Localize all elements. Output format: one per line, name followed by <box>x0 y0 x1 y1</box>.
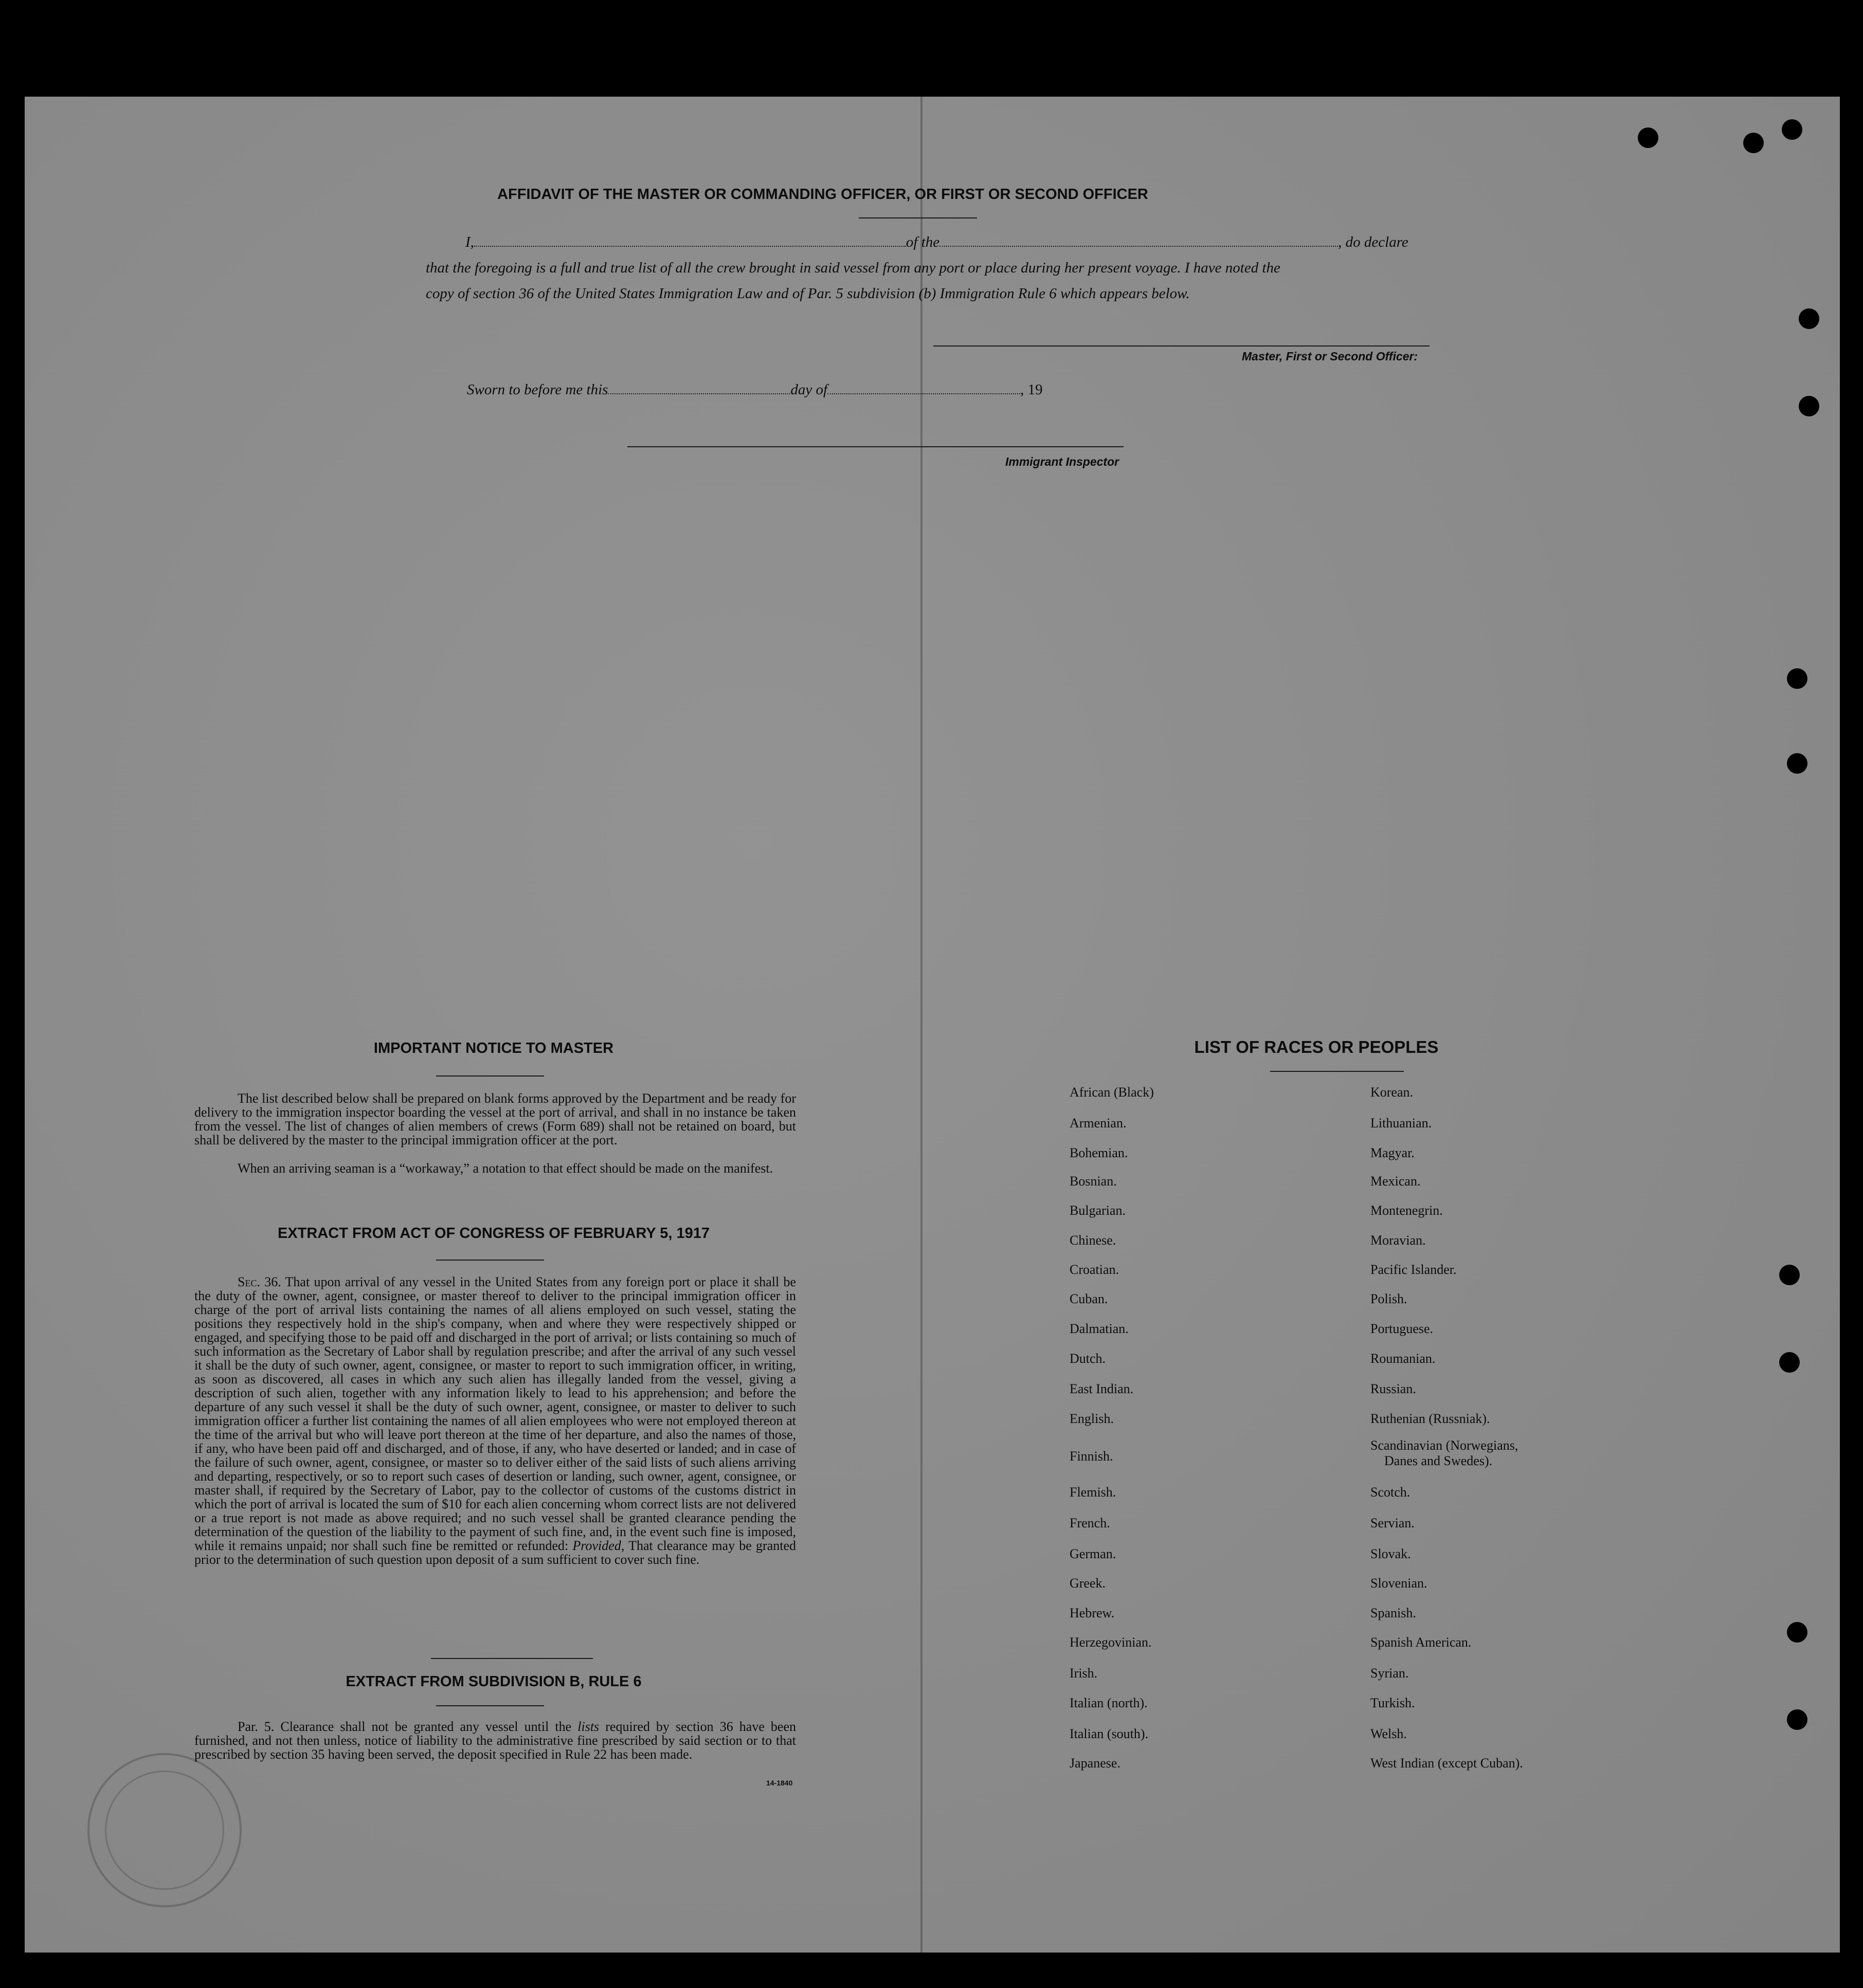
race-item: Cuban. <box>1070 1291 1108 1306</box>
notice-paragraph-1: The list described below shall be prepared on blank forms approved by the Department and be ready for delivery to the immigration inspector boarding the vessel at the port of arrival, and shall in no instance be taken from the vessel. The list of changes of alien members of crews (Form 689) shall not be retained on board, but shall be delivered by the master to the principal immigration officer at the port. <box>194 1091 796 1147</box>
races-rule <box>1270 1071 1404 1072</box>
par5-text-b: required by section 36 have been furnished, and not then unless, notice of liability to the administrative fine prescribed by said section or to that prescribed by section 35 having been served, the deposit specified in Rule 22 has been made. <box>194 1719 797 1762</box>
race-item: Dutch. <box>1070 1351 1106 1366</box>
inspector-signature-line[interactable] <box>627 446 1124 447</box>
race-item: Scotch. <box>1370 1485 1410 1500</box>
extract-rule-title: EXTRACT FROM SUBDIVISION B, RULE 6 <box>346 1673 642 1690</box>
extract-act-title: EXTRACT FROM ACT OF CONGRESS OF FEBRUARY 5, 1917 <box>277 1225 710 1242</box>
day-field[interactable] <box>608 393 790 394</box>
race-item: Polish. <box>1370 1291 1407 1306</box>
extract-rule-rule <box>436 1705 544 1706</box>
title-rule <box>859 217 977 218</box>
race-item: Croatian. <box>1070 1262 1119 1277</box>
race-item: Chinese. <box>1070 1233 1116 1248</box>
inspector-label: Immigrant Inspector <box>1005 455 1119 468</box>
race-item: German. <box>1070 1546 1116 1561</box>
vessel-field[interactable] <box>939 246 1338 247</box>
punch-hole <box>1779 1265 1800 1285</box>
race-item: Flemish. <box>1070 1485 1116 1500</box>
affidavit-line3: copy of section 36 of the United States Immigration Law and of Par. 5 subdivision (b) Immigration Rule 6 which appears below. <box>426 285 1190 302</box>
punch-hole <box>1787 1709 1807 1730</box>
affidavit-i: I, <box>465 234 474 250</box>
race-item: Bosnian. <box>1070 1174 1117 1189</box>
form-number: 14-1840 <box>766 1779 793 1787</box>
race-item: Bohemian. <box>1070 1145 1128 1160</box>
race-item-scandinavian-line2: Danes and Swedes). <box>1384 1453 1493 1468</box>
page-fold <box>920 97 923 1953</box>
notice-title: IMPORTANT NOTICE TO MASTER <box>373 1040 614 1056</box>
race-item: Lithuanian. <box>1370 1116 1432 1130</box>
punch-hole <box>1782 119 1802 140</box>
race-item: Herzegovinian. <box>1070 1635 1152 1650</box>
sec-36-text-end: That clearance may be granted prior to the determination of such question upon deposit of a sum sufficient to cover such fine. <box>194 1538 797 1567</box>
affidavit-line1 <box>465 234 1442 251</box>
race-item: Servian. <box>1370 1516 1415 1530</box>
race-item: Moravian. <box>1370 1233 1426 1248</box>
notice-paragraph-2: When an arriving seaman is a “workaway,” a notation to that effect should be made on the manifest. <box>238 1161 773 1176</box>
extract-act-text <box>194 1275 796 1566</box>
provided-word: Provided, <box>572 1538 625 1553</box>
notice-rule <box>436 1075 544 1077</box>
race-item: Russian. <box>1370 1381 1416 1396</box>
race-item: Italian (north). <box>1070 1695 1148 1710</box>
race-item: Ruthenian (Russniak). <box>1370 1411 1490 1426</box>
race-item: Finnish. <box>1070 1449 1113 1464</box>
punch-hole <box>1638 127 1658 148</box>
signature-label: Master, First or Second Officer: <box>1242 350 1418 363</box>
race-item: Mexican. <box>1370 1174 1421 1189</box>
race-item: Turkish. <box>1370 1695 1415 1710</box>
race-item: Hebrew. <box>1070 1606 1115 1620</box>
race-item: Greek. <box>1070 1576 1106 1591</box>
day-of-label: day of <box>790 381 828 398</box>
race-item: African (Black) <box>1070 1085 1154 1100</box>
race-item: Spanish. <box>1370 1606 1416 1620</box>
race-item: Irish. <box>1070 1666 1098 1681</box>
punch-hole <box>1799 308 1819 329</box>
race-item: Slovak. <box>1370 1546 1411 1561</box>
punch-hole <box>1787 753 1807 774</box>
affidavit-declare: , do declare <box>1338 234 1408 250</box>
name-field[interactable] <box>474 246 906 247</box>
extract-rule-text <box>194 1720 796 1761</box>
race-item: Welsh. <box>1370 1726 1407 1741</box>
punch-hole <box>1799 396 1819 416</box>
year-label: , 19 <box>1020 381 1043 398</box>
race-item: Japanese. <box>1070 1756 1120 1771</box>
punch-hole <box>1787 668 1807 689</box>
affidavit-of-the: of the <box>906 234 940 250</box>
month-field[interactable] <box>827 393 1020 394</box>
race-item: Bulgarian. <box>1070 1203 1126 1218</box>
race-item: Pacific Islander. <box>1370 1262 1457 1277</box>
sec-label: Sec. 36. <box>238 1274 281 1289</box>
race-item: Spanish American. <box>1370 1635 1472 1650</box>
race-item: French. <box>1070 1516 1110 1530</box>
race-item: Italian (south). <box>1070 1726 1149 1741</box>
extract-act-rule <box>436 1260 544 1261</box>
races-title: LIST OF RACES OR PEOPLES <box>1194 1037 1439 1056</box>
affidavit-title: AFFIDAVIT OF THE MASTER OR COMMANDING OFFICER, OR FIRST OR SECOND OFFICER <box>497 186 1148 203</box>
race-item: Syrian. <box>1370 1666 1409 1681</box>
punch-hole <box>1743 133 1764 153</box>
race-item: Scandinavian (Norwegians, <box>1370 1438 1518 1453</box>
sworn-label: Sworn to before me this <box>467 381 608 398</box>
affidavit-line2: that the foregoing is a full and true list of all the crew brought in said vessel from any port or place during her present voyage. I have noted the <box>426 260 1280 276</box>
race-item: Dalmatian. <box>1070 1321 1129 1336</box>
race-item: Portuguese. <box>1370 1321 1434 1336</box>
sec-36-text: That upon arrival of any vessel in the United States from any foreign port or place it shall be the duty of the owner, agent, consignee, or master thereof to deliver to the principal immigration officer in charge of the port of arrival lists containing the names of all aliens employed on such vessel, stating the positions they respectively hold in the ship's company, when and where they were respectively shipped or engaged, and specifying those to be paid off and discharged in the port of arrival; or lists containing so much of such information as the Secretary of Labor shall by regulation prescribe; and after the arrival of any such vessel it shall be the duty of such owner, agent, consignee, or master to report to such immigration officer, in writing, as soon as discovered, all cases in which any such alien has illegally landed from the vessel, giving a description of such alien, together with any information likely to lead to his apprehension; and before the departure of any such vessel it shall be the duty of such owner, agent, consignee, or master to deliver to such immigration officer a further list containing the names of all alien employees who were not employed thereon at the time of the arrival but who will leave port thereon at the time of her departure, and also the names of those, if any, who have been paid off and discharged, and of those, if any, who have deserted or landed; and in case of the failure of such owner, agent, consignee, or master so to deliver either of the said lists of such aliens arriving and departing, respectively, or so to report such cases of desertion or landing, such owner, agent, consignee, or master shall, if required by the Secretary of Labor, pay to the collector of customs of the customs district in which the port of arrival is located the sum of $10 for each alien concerning whom correct lists are not delivered or a true report is not made as above required; and no such vessel shall be granted clearance pending the determination of the question of the liability to the payment of such fine, and, in the event such fine is imposed, while it remains unpaid; nor shall such fine be remitted or refunded: <box>194 1274 796 1553</box>
race-item: East Indian. <box>1070 1381 1134 1396</box>
lists-word: lists <box>577 1719 600 1734</box>
punch-hole <box>1787 1622 1807 1643</box>
race-item: English. <box>1070 1411 1114 1426</box>
sworn-line <box>467 381 1043 398</box>
race-item: Armenian. <box>1070 1116 1127 1130</box>
race-item: Roumanian. <box>1370 1351 1436 1366</box>
race-item: Korean. <box>1370 1085 1414 1100</box>
signature-line[interactable] <box>933 345 1430 346</box>
extract-rule-top-rule <box>431 1658 593 1659</box>
race-item: Slovenian. <box>1370 1576 1427 1591</box>
par5-text-a: Par. 5. Clearance shall not be granted any vessel until the <box>238 1719 572 1734</box>
punch-hole <box>1779 1352 1800 1373</box>
race-item: Magyar. <box>1370 1145 1415 1160</box>
race-item: Montenegrin. <box>1370 1203 1443 1218</box>
official-seal <box>87 1753 242 1907</box>
race-item: West Indian (except Cuban). <box>1370 1756 1523 1771</box>
